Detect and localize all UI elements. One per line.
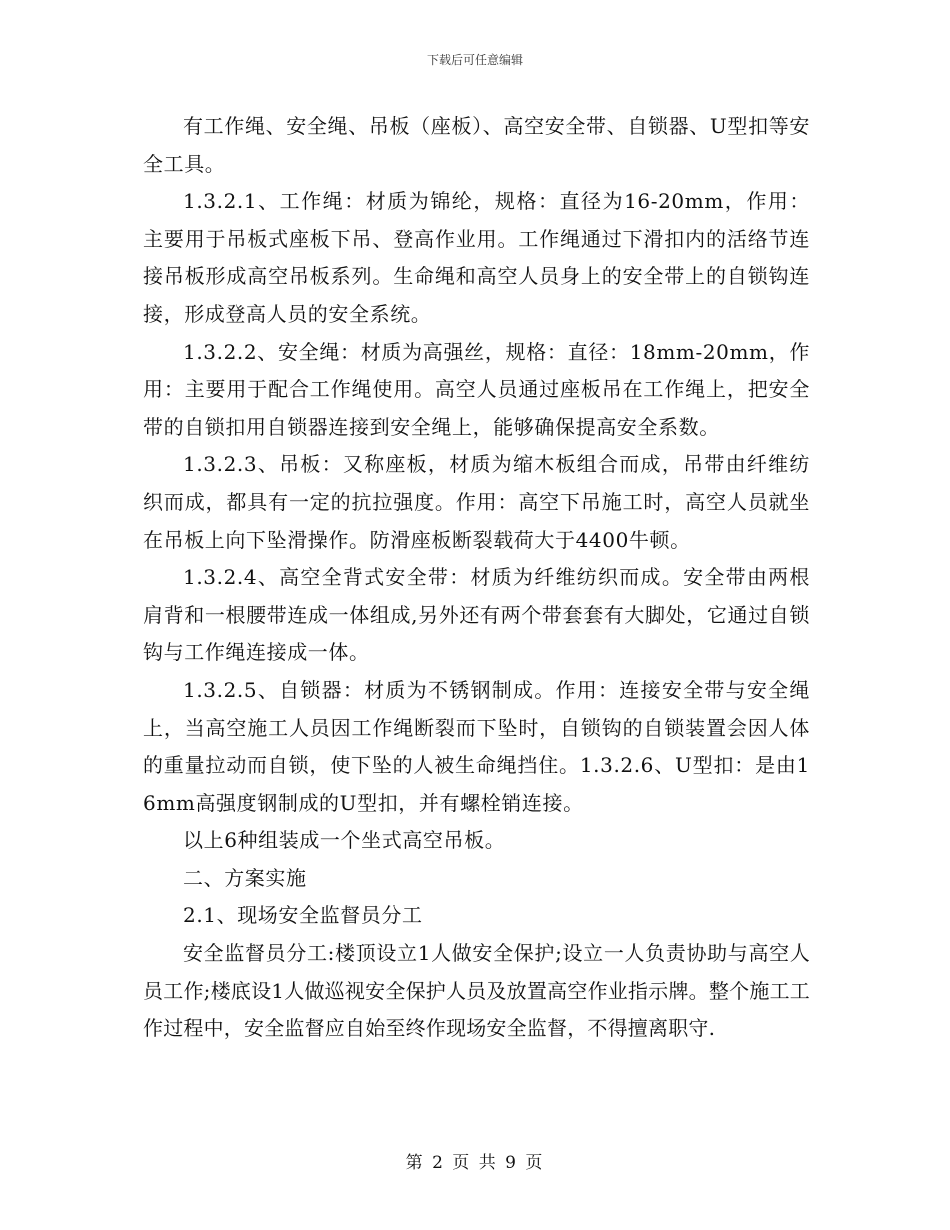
- paragraph-assembly-summary: 以上6种组装成一个坐式高空吊板。: [183, 828, 506, 853]
- paragraph-intro-tools: 有工作绳、安全绳、吊板（座板）、高空安全带、自锁器、U型扣等安全工具。: [143, 114, 810, 176]
- paragraph-safety-harness: 1.3.2.4、高空全背式安全带：材质为纤维纺织而成。安全带由两根肩背和一根腰带连成一体组成,另外还有两个带套套有大脚处，它通过自锁钩与工作绳连接成一体。: [143, 565, 810, 665]
- document-body: [143, 108, 810, 1048]
- paragraph-hanging-board: 1.3.2.3、吊板：又称座板，材质为缩木板组合而成，吊带由纤维纺织而成，都具有一定的抗拉强度。作用：高空下吊施工时，高空人员就坐在吊板上向下坠滑操作。防滑座板断裂载荷大于4400牛顿。: [143, 452, 810, 552]
- paragraph-supervisor-roles: 安全监督员分工:楼顶设立1人做安全保护;设立一人负责协助与高空人员工作;楼底设1人做巡视安全保护人员及放置高空作业指示牌。整个施工工作过程中，安全监督应自始至终作现场安全监督，不得擅离职守.: [143, 941, 810, 1041]
- paragraph-safety-rope: 1.3.2.2、安全绳：材质为高强丝，规格：直径：18mm-20mm，作用：主要用于配合工作绳使用。高空人员通过座板吊在工作绳上，把安全带的自锁扣用自锁器连接到安全绳上，能够确保提高安全系数。: [143, 339, 810, 439]
- page-number-footer: 第 2 页 共 9 页: [405, 1153, 545, 1173]
- paragraph-self-locking-device: 1.3.2.5、自锁器：材质为不锈钢制成。作用：连接安全带与安全绳上，当高空施工人员因工作绳断裂而下坠时，自锁钩的自锁装置会因人体的重量拉动而自锁，使下坠的人被生命绳挡住。1.3.2.6、U型扣：是由16mm高强度钢制成的U型扣，并有螺栓销连接。: [143, 677, 810, 815]
- subsection-heading-supervisor-roles: 2.1、现场安全监督员分工: [183, 903, 423, 928]
- paragraph-working-rope: 1.3.2.1、工作绳：材质为锦纶，规格：直径为16-20mm，作用：主要用于吊板式座板下吊、登高作业用。工作绳通过下滑扣内的活络节连接吊板形成高空吊板系列。生命绳和高空人员身上的安全带上的自锁钩连接，形成登高人员的安全系统。: [143, 189, 810, 326]
- page-header-note: 下载后可任意编辑: [426, 53, 523, 67]
- section-heading-implementation: 二、方案实施: [183, 865, 307, 890]
